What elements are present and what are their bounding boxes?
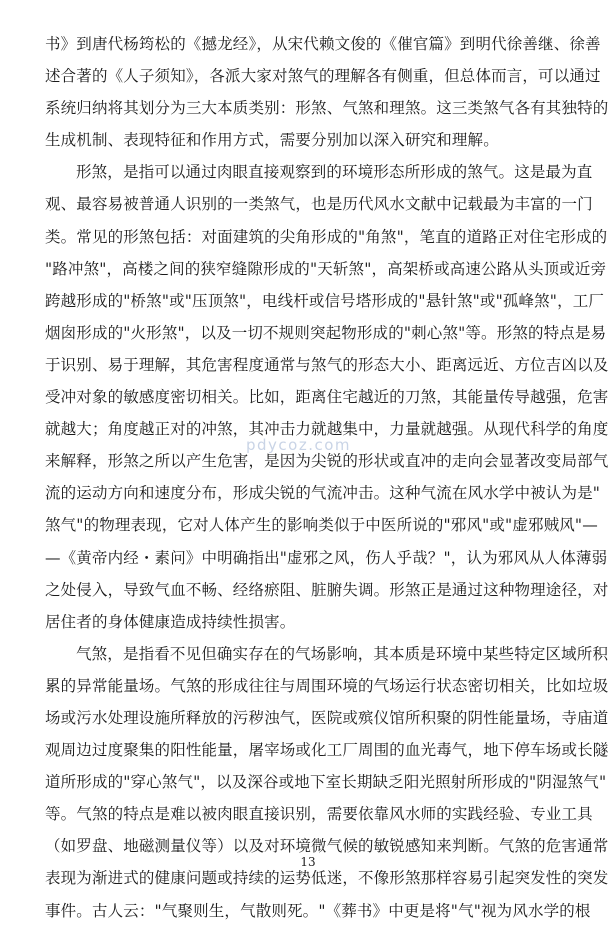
text-line: 烟囱形成的"火形煞"，以及一切不规则突起物形成的"刺心煞"等。形煞的特点是易: [45, 323, 607, 342]
text-line: 来解释，形煞之所以产生危害，是因为尖锐的形状或直冲的走向会显著改变局部气: [45, 452, 609, 471]
text-line: 观、最容易被普通人识别的一类煞气，也是历代风水文献中记载最为丰富的一门: [45, 195, 593, 214]
text-line: 形煞，是指可以通过肉眼直接观察到的环境形态所形成的煞气。这是最为直: [76, 163, 593, 182]
text-line: 表现为渐进式的健康问题或持续的运势低迷，不像形煞那样容易引起突发性的突发: [45, 869, 609, 888]
text-line: 跨越形成的"桥煞"或"压顶煞"，电线杆或信号塔形成的"悬针煞"或"孤峰煞"，工厂: [45, 291, 605, 310]
text-line: 生成机制、表现特征和作用方式，需要分别加以深入研究和理解。: [45, 131, 499, 150]
text-line: 受冲对象的敏感度密切相关。比如，距离住宅越近的刀煞，其能量传导越强，危害: [45, 388, 609, 407]
text-line: 之处侵入，导致气血不畅、经络瘀阻、脏腑失调。形煞正是通过这种物理途径，对: [45, 580, 609, 599]
text-line: 等。气煞的特点是难以被肉眼直接识别，需要依靠风水师的实践经验、专业工具: [45, 805, 593, 824]
text-line: 累的异常能量场。气煞的形成往往与周围环境的气场运行状态密切相关，比如垃圾: [45, 676, 609, 695]
page-body: [45, 28, 609, 927]
text-line: 就越大；角度越正对的冲煞，其冲击力就越集中，力量就越强。从现代科学的角度: [45, 420, 609, 439]
text-line: 类。常见的形煞包括：对面建筑的尖角形成的"角煞"，笔直的道路正对住宅形成的: [45, 227, 608, 246]
text-line: 气煞，是指看不见但确实存在的气场影响，其本质是环境中某些特定区域所积: [76, 644, 609, 663]
text-line: "路冲煞"，高楼之间的狭窄缝隙形成的"天斩煞"，高架桥或高速公路从头顶或近旁: [45, 259, 607, 278]
text-line: 流的运动方向和速度分布，形成尖锐的气流冲击。这种气流在风水学中被认为是": [45, 484, 601, 503]
watermark: pdycoz.com: [246, 436, 352, 454]
text-line: 场或污水处理设施所释放的污秽浊气，医院或殡仪馆所积聚的阴性能量场，寺庙道: [45, 708, 609, 727]
text-line: 煞气"的物理表现，它对人体产生的影响类似于中医所说的"邪风"或"虚邪贼风"—: [45, 516, 598, 535]
text-line: 道所形成的"穿心煞气"，以及深谷或地下室长期缺乏阳光照射所形成的"阴湿煞气": [45, 773, 607, 792]
text-line: 居住者的身体健康造成持续性损害。: [45, 612, 296, 631]
text-line: （如罗盘、地磁测量仪等）以及对环境微气候的敏锐感知来判断。气煞的危害通常: [45, 837, 609, 856]
text-line: 述合著的《人子须知》，各派大家对煞气的理解各有侧重，但总体而言，可以通过: [45, 67, 601, 86]
paragraph-3: [45, 638, 609, 927]
page-number: 13: [300, 855, 316, 869]
paragraph-2: [45, 156, 609, 637]
text-line: 于识别、易于理解，其危害程度通常与煞气的形态大小、距离远近、方位吉凶以及: [45, 355, 609, 374]
text-line: 书》到唐代杨筠松的《撼龙经》，从宋代赖文俊的《催官篇》到明代徐善继、徐善: [45, 35, 601, 53]
text-line: —《黄帝内经・素问》中明确指出"虚邪之风，伤人乎哉？"，认为邪风从人体薄弱: [45, 548, 608, 567]
text-line: 观周边过度聚集的阳性能量，屠宰场或化工厂周围的血光毒气，地下停车场或长隧: [45, 741, 609, 760]
text-line: 事件。古人云："气聚则生，气散则死。"《葬书》中更是将"气"视为风水学的根: [45, 901, 591, 920]
paragraph-1: [45, 28, 609, 156]
text-line: 系统归纳将其划分为三大本质类别：形煞、气煞和理煞。这三类煞气各有其独特的: [45, 99, 609, 118]
